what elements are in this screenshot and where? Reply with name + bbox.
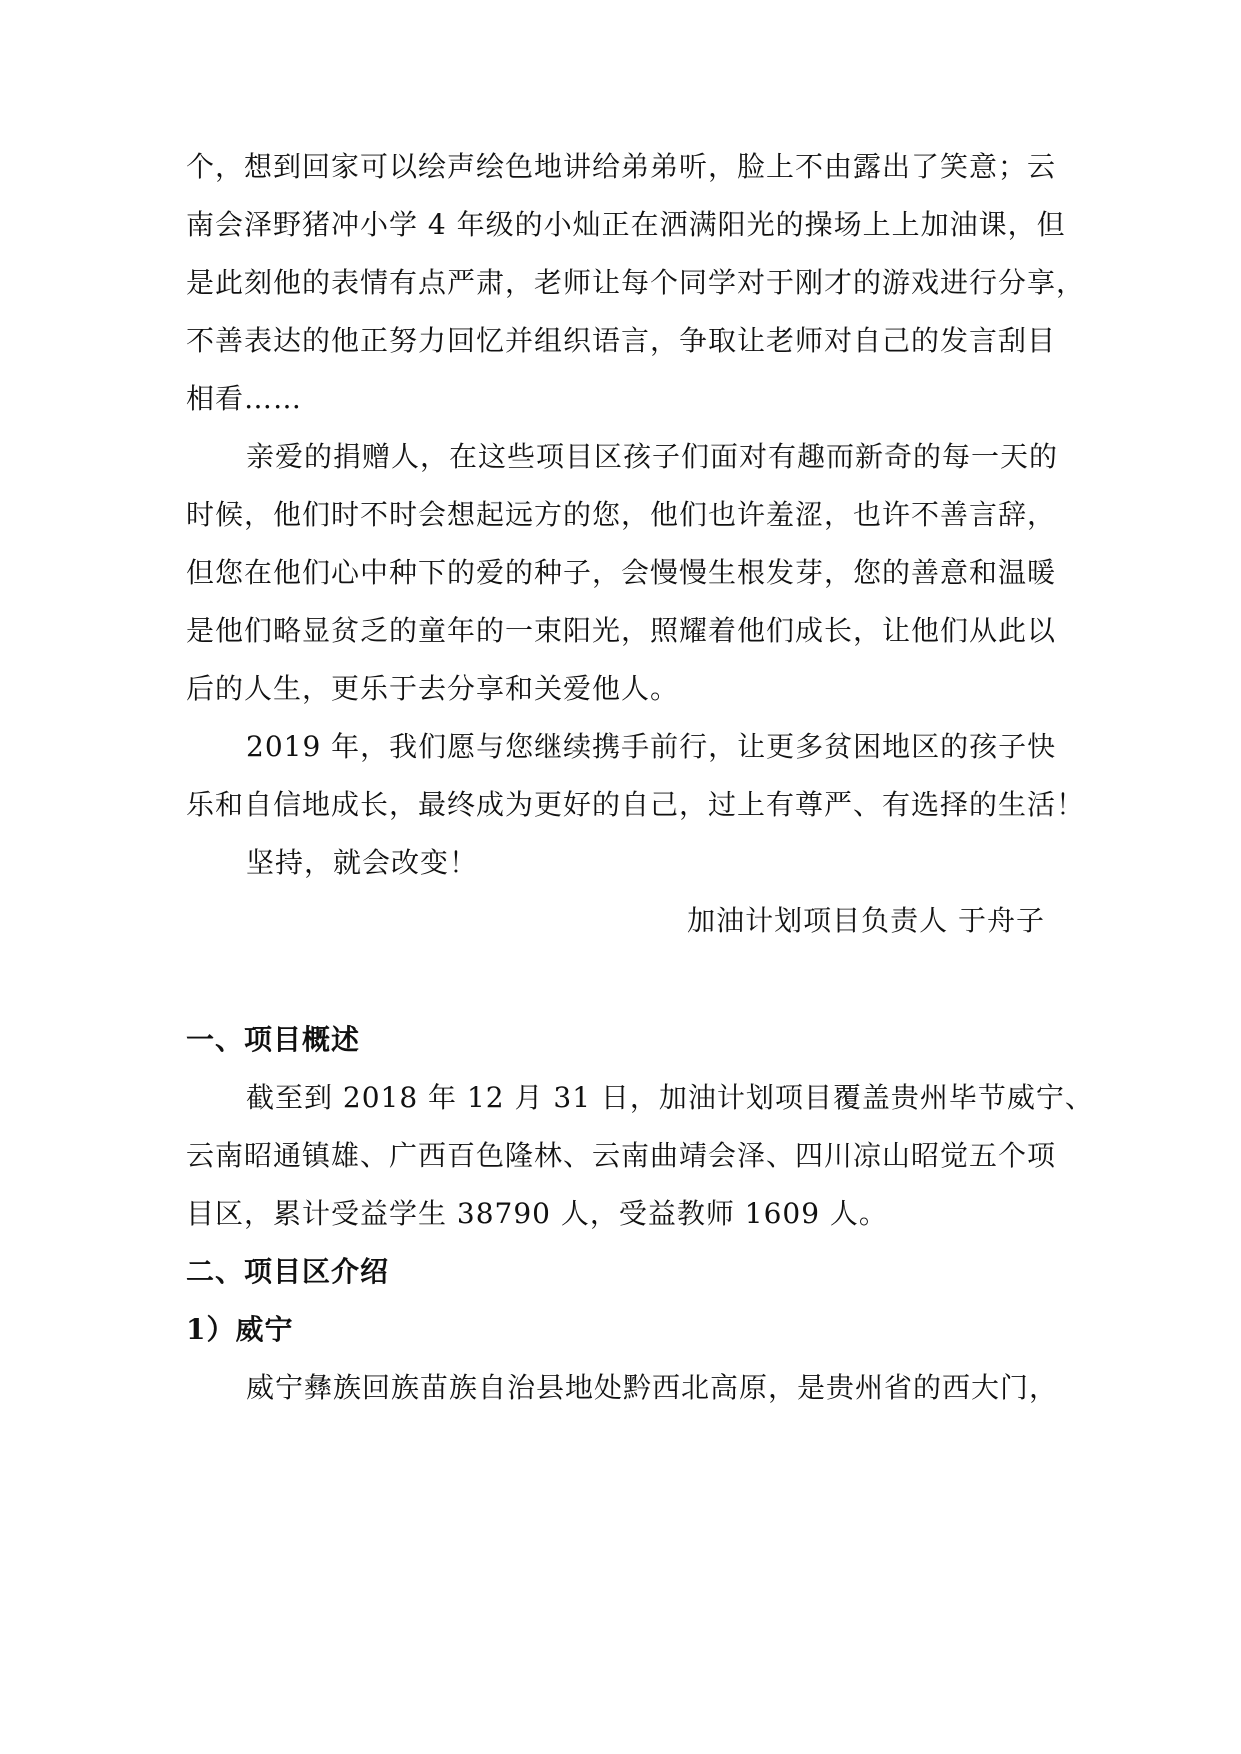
paragraph-line: 不善表达的他正努力回忆并组织语言，争取让老师对自己的发言刮目 [186, 324, 1057, 357]
paragraph-line: 是此刻他的表情有点严肃，老师让每个同学对于刚才的游戏进行分享， [186, 266, 1086, 299]
subsection-heading: 1）威宁 [186, 1313, 294, 1346]
section-heading: 二、项目区介绍 [186, 1255, 390, 1288]
section-heading: 一、项目概述 [186, 1023, 361, 1056]
paragraph-line: 云南昭通镇雄、广西百色隆林、云南曲靖会泽、四川凉山昭觉五个项 [186, 1139, 1057, 1172]
paragraph-line: 乐和自信地成长，最终成为更好的自己，过上有尊严、有选择的生活！ [186, 788, 1086, 821]
paragraph-line: 后的人生，更乐于去分享和关爱他人。 [186, 672, 680, 705]
paragraph-line: 相看…… [186, 382, 303, 415]
paragraph-line: 南会泽野猪冲小学 4 年级的小灿正在洒满阳光的操场上上加油课，但 [186, 208, 1066, 241]
paragraph-line: 亲爱的捐赠人，在这些项目区孩子们面对有趣而新奇的每一天的 [246, 440, 1059, 473]
paragraph-line: 时候，他们时不时会想起远方的您，他们也许羞涩，也许不善言辞， [186, 498, 1057, 531]
paragraph-line: 目区，累计受益学生 38790 人，受益教师 1609 人。 [186, 1197, 888, 1230]
paragraph-line: 2019 年，我们愿与您继续携手前行，让更多贫困地区的孩子快 [246, 730, 1057, 763]
signature: 加油计划项目负责人 于舟子 [687, 904, 1045, 937]
paragraph-line: 是他们略显贫乏的童年的一束阳光，照耀着他们成长，让他们从此以 [186, 614, 1057, 647]
paragraph-line: 威宁彝族回族苗族自治县地处黔西北高原，是贵州省的西大门， [246, 1371, 1059, 1404]
paragraph-line: 截至到 2018 年 12 月 31 日，加油计划项目覆盖贵州毕节威宁、 [246, 1081, 1094, 1114]
paragraph-line: 但您在他们心中种下的爱的种子，会慢慢生根发芽，您的善意和温暖 [186, 556, 1057, 589]
motto: 坚持，就会改变！ [246, 846, 479, 879]
paragraph-line: 个，想到回家可以绘声绘色地讲给弟弟听，脸上不由露出了笑意；云 [186, 150, 1057, 183]
